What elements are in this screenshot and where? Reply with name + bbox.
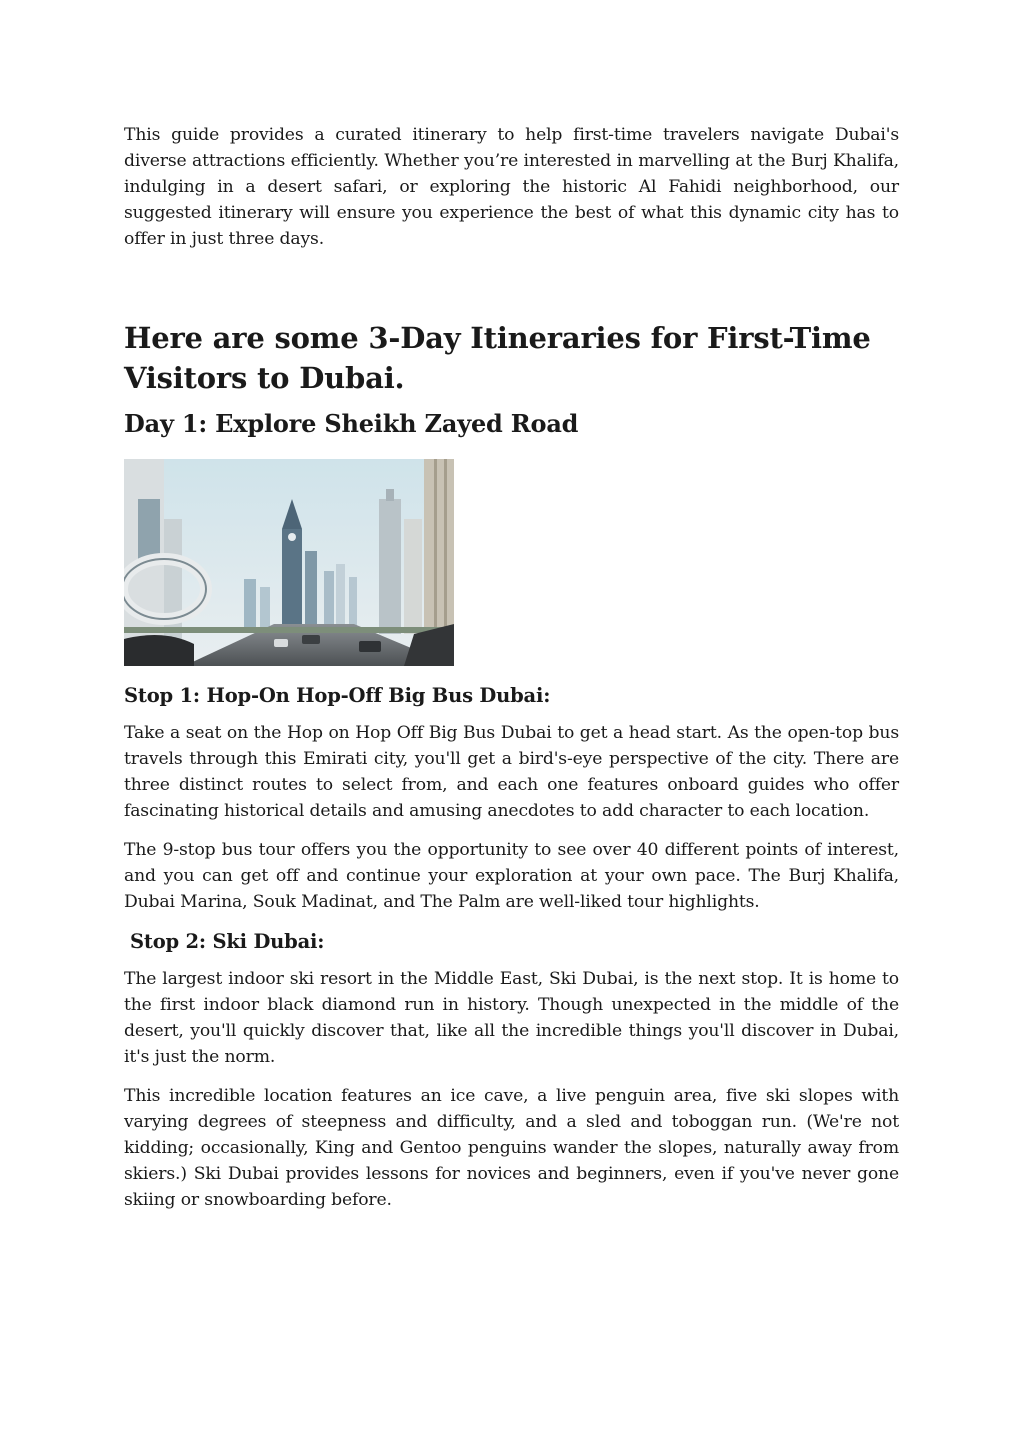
sheikh-zayed-road-photo [124, 459, 454, 666]
document-page [124, 122, 899, 1213]
stop1-paragraph-1: Take a seat on the Hop on Hop Off Big Bus Dubai to get a head start. As the open-top bus travels through this Emirati city, you'll get a bird's-eye perspective of the city. There are three distinct routes to select from, and each one features onboard guides who offer fascinating historical details and amusing anecdotes to add character to each location. [124, 723, 899, 821]
stop1-heading: Stop 1: Hop-On Hop-Off Big Bus Dubai: [124, 684, 551, 707]
stop2-paragraph-2: This incredible location features an ice cave, a live penguin area, five ski slopes with varying degrees of steepness and difficulty, and a sled and toboggan run. (We're not kidding; occasionally, King and Gentoo penguins wander the slopes, naturally away from skiers.) Ski Dubai provides lessons for novices and beginners, even if you've never gone skiing or snowboarding before. [124, 1086, 899, 1210]
main-heading: Here are some 3-Day Itineraries for First-Time Visitors to Dubai. [124, 321, 871, 395]
stop2-paragraph-1: The largest indoor ski resort in the Middle East, Ski Dubai, is the next stop. It is home to the first indoor black diamond run in history. Though unexpected in the middle of the desert, you'll quickly discover that, like all the incredible things you'll discover in Dubai, it's just the norm. [124, 969, 899, 1067]
stop1-paragraph-2: The 9-stop bus tour offers you the opportunity to see over 40 different points of interest, and you can get off and continue your exploration at your own pace. The Burj Khalifa, Dubai Marina, Souk Madinat, and The Palm are well-liked tour highlights. [124, 840, 899, 912]
intro-paragraph: This guide provides a curated itinerary to help first-time travelers navigate Dubai's diverse attractions efficiently. Whether you’re interested in marvelling at the Burj Khalifa, indulging in a desert safari, or exploring the historic Al Fahidi neighborhood, our suggested itinerary will ensure you experience the best of what this dynamic city has to offer in just three days. [124, 125, 899, 249]
stop2-heading: Stop 2: Ski Dubai: [130, 930, 325, 953]
day1-heading: Day 1: Explore Sheikh Zayed Road [124, 409, 579, 438]
